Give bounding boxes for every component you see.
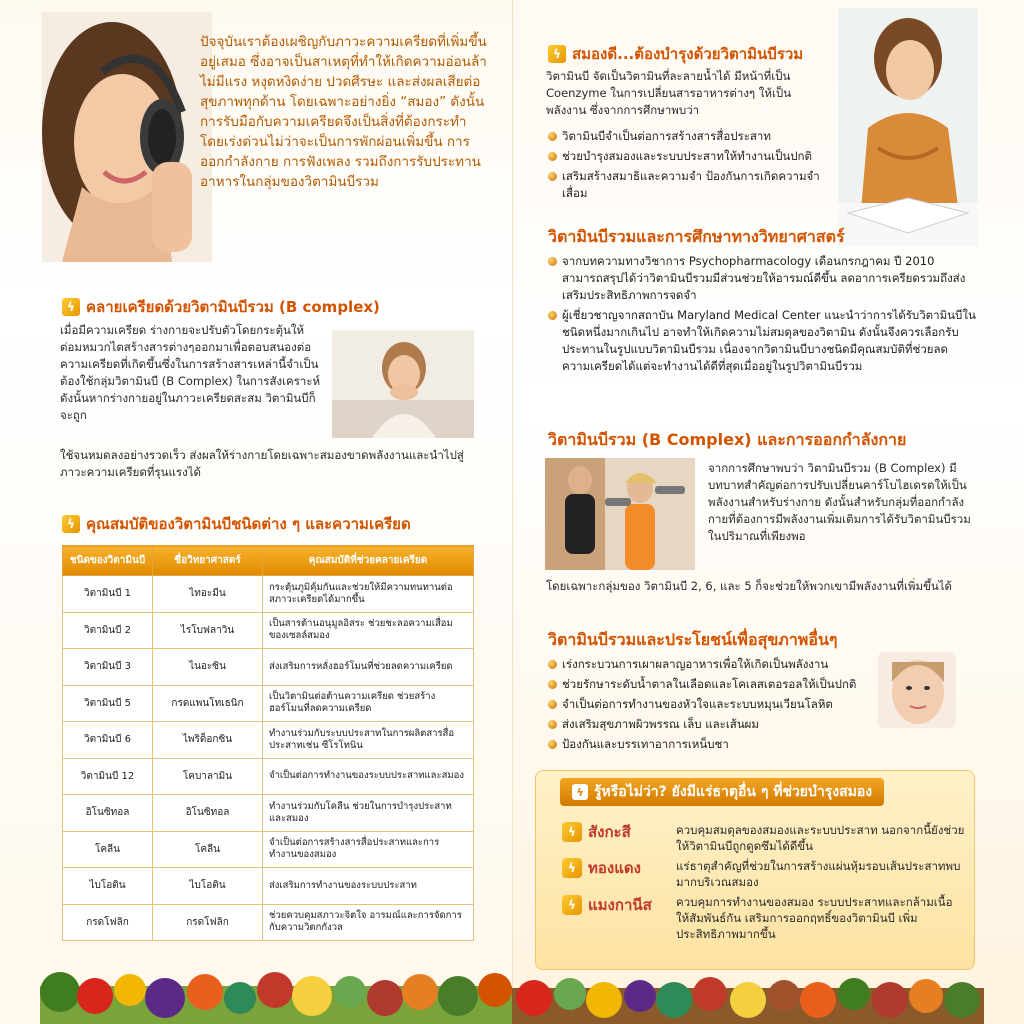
- table-row: [63, 904, 474, 941]
- table-row: [63, 685, 474, 722]
- table-cell: ส่งเสริมการหลั่งฮอร์โมนที่ช่วยลดความเครียด: [263, 649, 474, 686]
- did-you-know-title: ϟ รู้หรือไม่ว่า? ยังมีแร่ธาตุอื่น ๆ ที่ช่วยบำรุงสมอง: [560, 778, 884, 806]
- table-cell: กระตุ้นภูมิคุ้มกันและช่วยให้มีความทนทานต่อสภาวะเครียดได้มากขึ้น: [263, 576, 474, 613]
- table-row: [63, 576, 474, 613]
- list-item: จากบทความทางวิชาการ Psychopharmacology เดือนกรกฎาคม ปี 2010 สามารถสรุปได้ว่าวิตามินบีรวมมีส่วนช่วยให้อารมณ์ดีขึ้น ลดอาการเครียดรวมถึงส่งเสริมประสิทธิภาพการจดจำ: [546, 253, 976, 304]
- table-row: [63, 868, 474, 905]
- benefits-bullets: [546, 656, 876, 756]
- table-cell: ไบโอติน: [63, 868, 153, 905]
- bolt-icon: ϟ: [62, 515, 80, 533]
- mineral-label-copper: ϟ ทองแดง: [562, 856, 641, 880]
- table-header: ชื่อวิทยาศาสตร์: [153, 546, 263, 576]
- table-cell: ช่วยควบคุมสภาวะจิตใจ อารมณ์และการจัดการกับความวิตกกังวล: [263, 904, 474, 941]
- mineral-label-manganese: ϟ แมงกานีส: [562, 893, 652, 917]
- mineral-desc-zinc: ควบคุมสมดุลของสมองและระบบประสาท นอกจากนี้ยังช่วยให้วิตามินบีถูกดูดซึมได้ดีขึ้น: [676, 823, 965, 853]
- section-heading-exercise: วิตามินบีรวม (B Complex) และการออกกำลังกาย: [548, 430, 907, 449]
- bolt-icon: ϟ: [548, 45, 566, 63]
- list-item: ช่วยบำรุงสมองและระบบประสาทให้ทำงานเป็นปกติ: [546, 148, 826, 165]
- brain-boost-bullets: [546, 128, 826, 205]
- list-item: ช่วยรักษาระดับน้ำตาลในเลือดและโคเลสเตอรอลให้เป็นปกติ: [546, 676, 876, 693]
- vitamin-b-table: [62, 545, 474, 941]
- vegetables-border-right: [512, 954, 984, 1024]
- table-cell: วิตามินบี 6: [63, 722, 153, 759]
- list-item: วิตามินบีจำเป็นต่อการสร้างสารสื่อประสาท: [546, 128, 826, 145]
- table-cell: จำเป็นต่อการสร้างสารสื่อประสาทและการทำงานของสมอง: [263, 831, 474, 868]
- table-cell: ไนอะซิน: [153, 649, 263, 686]
- table-cell: วิตามินบี 3: [63, 649, 153, 686]
- list-item: จำเป็นต่อการทำงานของหัวใจและระบบหมุนเวียนโลหิต: [546, 696, 876, 713]
- table-row: [63, 758, 474, 795]
- exercise-body-cont: โดยเฉพาะกลุ่มของ วิตามินบี 2, 6, และ 5 ก็จะช่วยให้พวกเขามีพลังงานที่เพิ่มขึ้นได้: [546, 579, 953, 593]
- table-cell: ไทอะมีน: [153, 576, 263, 613]
- mineral-desc-copper: แร่ธาตุสำคัญที่ช่วยในการสร้างแผ่นหุ้มรอบเส้นประสาทพบมากบริเวณสมอง: [676, 859, 961, 889]
- section-heading-science: วิตามินบีรวมและการศึกษาทางวิทยาศาสตร์: [548, 227, 845, 246]
- table-row: [63, 722, 474, 759]
- table-cell: กรดโฟลิก: [63, 904, 153, 941]
- table-cell: วิตามินบี 12: [63, 758, 153, 795]
- section1-body-cont: ใช้จนหมดลงอย่างรวดเร็ว ส่งผลให้ร่างกายโดยเฉพาะสมองขาดพลังงานและนำไปสู่ภาวะความเครียดที่รุนแรงได้: [60, 448, 464, 479]
- table-cell: ทำงานร่วมกับระบบประสาทในการผลิตสารสื่อประสาทเช่น ซีโรโทนิน: [263, 722, 474, 759]
- brain-boost-body: วิตามินบี จัดเป็นวิตามินที่ละลายน้ำได้ มีหน้าที่เป็น Coenzyme ในการเปลี่ยนสารอาหารต่างๆ ให้เป็นพลังงาน ซึ่งจากการศึกษาพบว่า: [546, 69, 792, 117]
- bolt-icon: ϟ: [562, 895, 582, 915]
- table-cell: โคลีน: [153, 831, 263, 868]
- section-heading-vitamin-properties: ϟ คุณสมบัติของวิตามินบีชนิดต่าง ๆ และความเครียด: [62, 512, 411, 536]
- table-cell: ทำงานร่วมกับโคลีน ช่วยในการบำรุงประสาทและสมอง: [263, 795, 474, 832]
- section-heading-b-complex-stress: ϟ คลายเครียดด้วยวิตามินบีรวม (B complex): [62, 295, 380, 319]
- bolt-icon: ϟ: [62, 298, 80, 316]
- table-header: ชนิดของวิตามินบี: [63, 546, 153, 576]
- table-cell: ไรโบฟลาวิน: [153, 612, 263, 649]
- exercise-body: จากการศึกษาพบว่า วิตามินบีรวม (B Complex) มีบทบาทสำคัญต่อการปรับเปลี่ยนคาร์โบไฮเดรตให้เป็นพลังงานสำหรับร่างกาย ดังนั้นสำหรับกลุ่มที่ออกกำลังกายที่ต้องการมีพลังงานเพิ่มเติมการได้รับวิตามินบีรวมในปริมาณที่เพียงพอ: [708, 461, 971, 543]
- section-heading-other-benefits: วิตามินบีรวมและประโยชน์เพื่อสุขภาพอื่นๆ: [548, 630, 838, 649]
- section-heading-brain-boost: ϟ สมองดี...ต้องบำรุงด้วยวิตามินบีรวม: [548, 42, 803, 66]
- table-row: [63, 831, 474, 868]
- bolt-icon: ϟ: [572, 784, 588, 800]
- table-cell: วิตามินบี 1: [63, 576, 153, 613]
- stressed-woman-photo: [332, 330, 474, 438]
- table-cell: เป็นสารต้านอนุมูลอิสระ ช่วยชะลอความเสื่อมของเซลล์สมอง: [263, 612, 474, 649]
- table-cell: ไพริด็อกซิน: [153, 722, 263, 759]
- table-row: [63, 795, 474, 832]
- table-cell: เป็นวิตามินต่อต้านความเครียด ช่วยสร้างฮอร์โมนที่ลดความเครียด: [263, 685, 474, 722]
- table-cell: วิตามินบี 5: [63, 685, 153, 722]
- woman-face-photo: [878, 652, 956, 728]
- table-cell: วิตามินบี 2: [63, 612, 153, 649]
- mineral-desc-manganese: ควบคุมการทำงานของสมอง ระบบประสาทและกล้ามเนื้อ ให้สัมพันธ์กัน เสริมการออกฤทธิ์ของวิตามินบี เพิ่มประสิทธิภาพมากขึ้น: [676, 895, 953, 941]
- table-cell: อิโนซิทอล: [63, 795, 153, 832]
- table-row: [63, 612, 474, 649]
- vegetables-border-left: [40, 946, 512, 1024]
- gym-exercise-photo: [545, 458, 695, 570]
- intro-paragraph: ปัจจุบันเราต้องเผชิญกับภาวะความเครียดที่เพิ่มขึ้นอยู่เสมอ ซึ่งอาจเป็นสาเหตุที่ทำให้เกิดความอ่อนล้า ไม่มีแรง หงุดหงิดง่าย ปวดศีรษะ และส่งผลเสียต่อสุขภาพทุกด้าน โดยเฉพาะอย่างยิ่ง “สมอง” ดังนั้นการรับมือกับความเครียดจึงเป็นสิ่งที่ต้องกระทำโดยเร่งด่วนไม่ว่าจะเป็นการพักผ่อนเพิ่มขึ้น การออกกำลังกาย การฟังเพลง รวมถึงการรับประทานอาหารในกลุ่มของวิตามินบีรวม: [200, 34, 487, 190]
- table-cell: ส่งเสริมการทำงานของระบบประสาท: [263, 868, 474, 905]
- table-header-row: [63, 546, 474, 576]
- woman-headphones-photo: [42, 12, 212, 262]
- table-cell: กรดแพนโทเธนิก: [153, 685, 263, 722]
- table-cell: กรดโฟลิก: [153, 904, 263, 941]
- bolt-icon: ϟ: [562, 858, 582, 878]
- table-cell: จำเป็นต่อการทำงานของระบบประสาทและสมอง: [263, 758, 474, 795]
- table-cell: โคบาลามิน: [153, 758, 263, 795]
- list-item: เสริมสร้างสมาธิและความจำ ป้องกันการเกิดความจำเสื่อม: [546, 168, 826, 202]
- bolt-icon: ϟ: [562, 822, 582, 842]
- list-item: ผู้เชี่ยวชาญจากสถาบัน Maryland Medical Center แนะนำว่าการได้รับวิตามินบีในชนิดหนึ่งมากเกินไป อาจทำให้เกิดความไม่สมดุลของวิตามิน ดังนั้นจึงควรเลือกรับประทานในรูปแบบวิตามินบีรวม เนื่องจากวิตามินบีบางชนิดมีคุณสมบัติที่ช่วยลดความเครียดได้แต่จะทำงานได้ดีที่สุดเมื่ออยู่ในรูปวิตามินบีรวม: [546, 307, 976, 375]
- table-cell: ไบโอติน: [153, 868, 263, 905]
- mineral-label-zinc: ϟ สังกะสี: [562, 820, 631, 844]
- table-header: คุณสมบัติที่ช่วยคลายเครียด: [263, 546, 474, 576]
- list-item: ส่งเสริมสุขภาพผิวพรรณ เล็บ และเส้นผม: [546, 716, 876, 733]
- table-cell: อิโนซิทอล: [153, 795, 263, 832]
- table-row: [63, 649, 474, 686]
- table-cell: โคลีน: [63, 831, 153, 868]
- science-bullets: [546, 253, 976, 378]
- list-item: ป้องกันและบรรเทาอาการเหน็บชา: [546, 736, 876, 753]
- section1-body: เมื่อมีความเครียด ร่างกายจะปรับตัวโดยกระตุ้นให้ต่อมหมวกไตสร้างสารต่างๆออกมาเพื่อตอบสนองต่อความเครียดที่เกิดขึ้นซึ่งในการสร้างสารเหล่านี้จำเป็นต้องใช้กลุ่มวิตามินบี (B Complex) ในการสังเคราะห์ ดังนั้นหากร่างกายอยู่ในภาวะเครียดสะสม วิตามินบีก็จะถูก: [60, 323, 321, 422]
- list-item: เร่งกระบวนการเผาผลาญอาหารเพื่อให้เกิดเป็นพลังงาน: [546, 656, 876, 673]
- woman-reading-photo: [838, 8, 978, 246]
